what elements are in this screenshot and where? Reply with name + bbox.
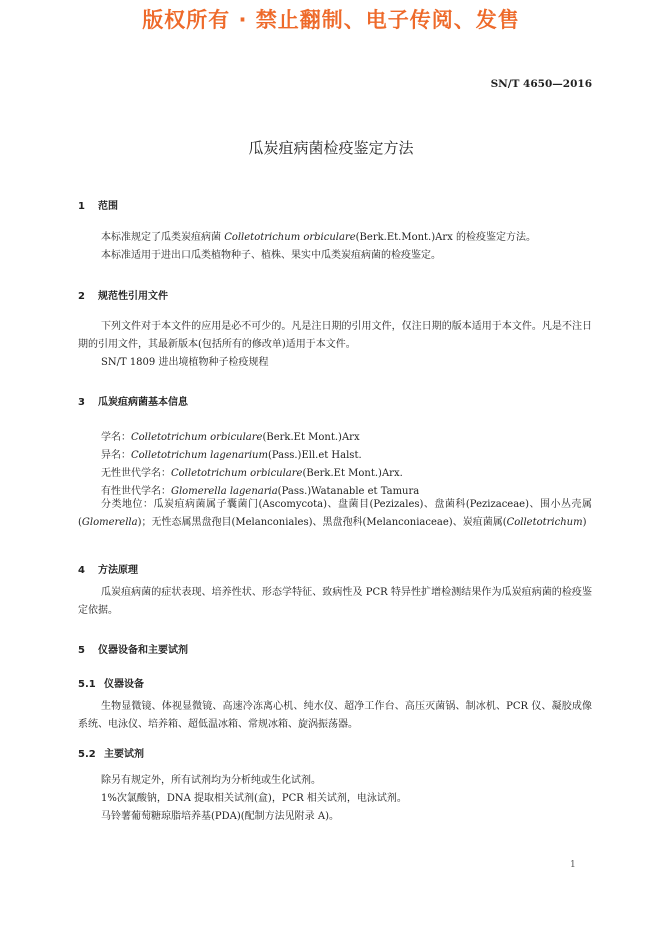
- subsection-5-2-heading: [78, 745, 144, 760]
- reagent-line-1: 除另有规定外，所有试剂均为分析纯或生化试剂。: [101, 775, 321, 786]
- subsection-number: 5.1: [78, 679, 96, 690]
- section-5-heading: [78, 641, 188, 656]
- section-4-heading: [78, 561, 138, 576]
- equipment-paragraph: 生物显微镜、体视显微镜、高速冷冻离心机、纯水仪、超净工作台、高压灭菌锅、制冰机、PCR 仪、凝胶成像系统、电泳仪、培养箱、超低温冰箱、常规冰箱、旋涡振荡器。: [78, 701, 592, 730]
- reagent-line-3: 马铃薯葡萄糖琼脂培养基(PDA)(配制方法见附录 A)。: [101, 811, 339, 822]
- section-number: 4: [78, 565, 85, 576]
- subsection-title: 仪器设备: [104, 679, 144, 690]
- section-2-paragraph-1: 下列文件对于本文件的应用是必不可少的。凡是注日期的引用文件，仅注日期的版本适用于本文件。凡是不注日期的引用文件，其最新版本(包括所有的修改单)适用于本文件。: [78, 321, 592, 350]
- scientific-name-line: 学名：Colletotrichum orbiculare(Berk.Et Mont.)Arx: [101, 432, 360, 443]
- section-number: 1: [78, 201, 85, 212]
- subsection-title: 主要试剂: [104, 749, 144, 760]
- watermark-banner: 版权所有 · 禁止翻制、电子传阅、发售: [142, 8, 520, 32]
- section-title: 方法原理: [98, 565, 138, 576]
- page-number: 1: [570, 860, 576, 870]
- section-title: 仪器设备和主要试剂: [98, 645, 188, 656]
- section-2-heading: [78, 287, 168, 302]
- teleomorph-name-line: 有性世代学名：Glomerella lagenaria(Pass.)Watanable et Tamura: [101, 486, 420, 497]
- section-2-paragraph-2: SN/T 1809 进出境植物种子检疫规程: [101, 357, 269, 368]
- species-name: Colletotrichum orbiculare: [224, 232, 356, 243]
- subsection-number: 5.2: [78, 749, 96, 760]
- section-title: 瓜炭疽病菌基本信息: [98, 397, 188, 408]
- section-4-paragraph: 瓜炭疽病菌的症状表现、培养性状、形态学特征、致病性及 PCR 特异性扩增检测结果作为瓜炭疽病菌的检疫鉴定依据。: [78, 587, 592, 616]
- standard-number: SN/T 4650—2016: [490, 78, 592, 90]
- section-title: 范围: [98, 201, 118, 212]
- section-3-heading: [78, 393, 188, 408]
- section-title: 规范性引用文件: [98, 291, 168, 302]
- section-1-paragraph-2: 本标准适用于进出口瓜类植物种子、植株、果实中瓜类炭疽病菌的检疫鉴定。: [101, 250, 441, 261]
- synonym-line: 异名：Colletotrichum lagenarium(Pass.)Ell.et Halst.: [101, 450, 362, 461]
- section-number: 3: [78, 397, 85, 408]
- document-title: 瓜炭疽病菌检疫鉴定方法: [248, 139, 414, 157]
- section-1-paragraph-1: 本标准规定了瓜类炭疽病菌 Colletotrichum orbiculare(Berk.Et.Mont.)Arx 的检疫鉴定方法。: [101, 232, 536, 243]
- section-1-heading: [78, 197, 118, 212]
- section-number: 2: [78, 291, 85, 302]
- anamorph-name-line: 无性世代学名：Colletotrichum orbiculare(Berk.Et Mont.)Arx.: [101, 468, 403, 479]
- section-number: 5: [78, 645, 85, 656]
- subsection-5-1-heading: [78, 675, 144, 690]
- taxonomy-paragraph: 分类地位：瓜炭疽病菌属子囊菌门(Ascomycota)、盘菌目(Pezizales)、盘菌科(Pezizaceae)、围小丛壳属(Glomerella)；无性态属黑盘孢目(Melanconiales)、黑盘孢科(Melanconiaceae)、炭疽菌属(Colletotrichum): [78, 499, 592, 528]
- reagent-line-2: 1%次氯酸钠，DNA 提取相关试剂(盒)，PCR 相关试剂，电泳试剂。: [101, 793, 407, 804]
